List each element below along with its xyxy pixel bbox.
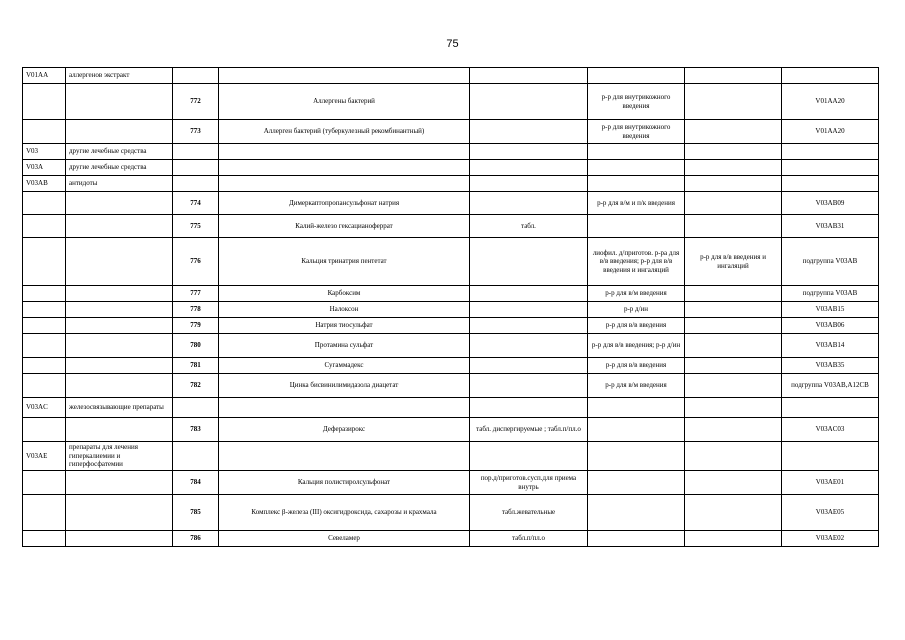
code-cell: V03AB06: [782, 318, 879, 334]
table-row: [23, 334, 879, 358]
code-cell: [782, 176, 879, 192]
code-cell: V01AA20: [782, 120, 879, 144]
table-row: [23, 398, 879, 418]
dosage-form-cell: [470, 160, 588, 176]
item-number-cell: 783: [173, 418, 219, 442]
additional-form-cell: [685, 144, 782, 160]
additional-form-cell: [685, 192, 782, 215]
drug-name-cell: Аллерген бактерий (туберкулезный рекомбинантный): [219, 120, 470, 144]
atc-code-cell: [23, 192, 66, 215]
code-cell: подгруппа V03AB,A12CB: [782, 374, 879, 398]
atc-code-cell: [23, 318, 66, 334]
group-name-cell: [66, 302, 173, 318]
group-name-cell: другие лечебные средства: [66, 144, 173, 160]
drug-name-cell: Деферазирокс: [219, 418, 470, 442]
group-name-cell: [66, 238, 173, 286]
drug-name-cell: [219, 442, 470, 471]
code-cell: V03AB35: [782, 358, 879, 374]
group-name-cell: другие лечебные средства: [66, 160, 173, 176]
dosage-form-cell: [470, 84, 588, 120]
item-number-cell: 780: [173, 334, 219, 358]
drug-name-cell: Калий-железо гексацианоферрат: [219, 215, 470, 238]
route-cell: р-р для в/м введения: [588, 374, 685, 398]
additional-form-cell: [685, 374, 782, 398]
additional-form-cell: [685, 495, 782, 531]
dosage-form-cell: [470, 176, 588, 192]
dosage-form-cell: [470, 398, 588, 418]
code-cell: V03AE05: [782, 495, 879, 531]
code-cell: подгруппа V03AB: [782, 286, 879, 302]
atc-code-cell: V01AA: [23, 68, 66, 84]
item-number-cell: [173, 398, 219, 418]
atc-code-cell: [23, 120, 66, 144]
atc-code-cell: [23, 302, 66, 318]
code-cell: V03AE02: [782, 531, 879, 547]
drug-name-cell: Кальция тринатрия пентетат: [219, 238, 470, 286]
drug-name-cell: Комплекс β-железа (III) оксигидроксида, сахарозы и крахмала: [219, 495, 470, 531]
additional-form-cell: [685, 471, 782, 495]
table-row: [23, 84, 879, 120]
additional-form-cell: [685, 318, 782, 334]
item-number-cell: [173, 68, 219, 84]
group-name-cell: антидоты: [66, 176, 173, 192]
table-row: [23, 120, 879, 144]
code-cell: V03AB31: [782, 215, 879, 238]
item-number-cell: [173, 176, 219, 192]
atc-code-cell: V03AE: [23, 442, 66, 471]
route-cell: р-р для внутрикожного введения: [588, 120, 685, 144]
additional-form-cell: [685, 286, 782, 302]
item-number-cell: 776: [173, 238, 219, 286]
table-row: [23, 238, 879, 286]
code-cell: [782, 144, 879, 160]
additional-form-cell: [685, 358, 782, 374]
group-name-cell: [66, 286, 173, 302]
table-row: [23, 160, 879, 176]
route-cell: [588, 495, 685, 531]
table-row: [23, 418, 879, 442]
additional-form-cell: [685, 398, 782, 418]
atc-code-cell: [23, 238, 66, 286]
item-number-cell: 778: [173, 302, 219, 318]
table-row: [23, 286, 879, 302]
drug-name-cell: [219, 398, 470, 418]
dosage-form-cell: [470, 374, 588, 398]
drug-name-cell: Аллергены бактерий: [219, 84, 470, 120]
route-cell: р-р для в/в введения: [588, 358, 685, 374]
code-cell: V03AB09: [782, 192, 879, 215]
group-name-cell: препараты для лечения гиперкалиемии и гиперфосфатемии: [66, 442, 173, 471]
additional-form-cell: [685, 176, 782, 192]
item-number-cell: [173, 442, 219, 471]
group-name-cell: [66, 495, 173, 531]
table-row: [23, 144, 879, 160]
item-number-cell: 782: [173, 374, 219, 398]
table-row: [23, 531, 879, 547]
route-cell: [588, 398, 685, 418]
group-name-cell: [66, 120, 173, 144]
dosage-form-cell: [470, 442, 588, 471]
drug-name-cell: Карбоксим: [219, 286, 470, 302]
table-row: [23, 302, 879, 318]
additional-form-cell: [685, 215, 782, 238]
dosage-form-cell: [470, 318, 588, 334]
code-cell: V03AB15: [782, 302, 879, 318]
table-row: [23, 442, 879, 471]
code-cell: [782, 442, 879, 471]
item-number-cell: 772: [173, 84, 219, 120]
drug-name-cell: Протамина сульфат: [219, 334, 470, 358]
item-number-cell: 786: [173, 531, 219, 547]
atc-code-cell: [23, 215, 66, 238]
route-cell: [588, 471, 685, 495]
group-name-cell: железосвязывающие препараты: [66, 398, 173, 418]
route-cell: р-р для в/в введения: [588, 318, 685, 334]
atc-code-cell: [23, 471, 66, 495]
group-name-cell: [66, 374, 173, 398]
group-name-cell: аллергенов экстракт: [66, 68, 173, 84]
additional-form-cell: [685, 68, 782, 84]
item-number-cell: 773: [173, 120, 219, 144]
route-cell: р-р для в/м и п/к введения: [588, 192, 685, 215]
atc-code-cell: [23, 531, 66, 547]
additional-form-cell: [685, 334, 782, 358]
drug-name-cell: Цинка бисвинилимидазола диацетат: [219, 374, 470, 398]
table-body: [23, 68, 879, 547]
dosage-form-cell: табл.п/пл.о: [470, 531, 588, 547]
additional-form-cell: [685, 418, 782, 442]
dosage-form-cell: [470, 120, 588, 144]
table-row: [23, 358, 879, 374]
additional-form-cell: [685, 84, 782, 120]
page-number: 75: [446, 38, 459, 50]
item-number-cell: 781: [173, 358, 219, 374]
drug-name-cell: Натрия тиосульфат: [219, 318, 470, 334]
drug-name-cell: Налоксон: [219, 302, 470, 318]
item-number-cell: 784: [173, 471, 219, 495]
atc-code-cell: [23, 334, 66, 358]
drug-name-cell: Димеркаптопропансульфонат натрия: [219, 192, 470, 215]
group-name-cell: [66, 84, 173, 120]
table-row: [23, 374, 879, 398]
group-name-cell: [66, 192, 173, 215]
dosage-form-cell: [470, 68, 588, 84]
item-number-cell: [173, 160, 219, 176]
route-cell: р-р для внутрикожного введения: [588, 84, 685, 120]
additional-form-cell: [685, 160, 782, 176]
table-row: [23, 192, 879, 215]
dosage-form-cell: [470, 144, 588, 160]
dosage-form-cell: [470, 238, 588, 286]
route-cell: [588, 442, 685, 471]
dosage-form-cell: табл.жевательные: [470, 495, 588, 531]
drug-name-cell: [219, 68, 470, 84]
atc-code-cell: V03A: [23, 160, 66, 176]
group-name-cell: [66, 418, 173, 442]
atc-code-cell: [23, 84, 66, 120]
atc-code-cell: [23, 286, 66, 302]
group-name-cell: [66, 471, 173, 495]
item-number-cell: 774: [173, 192, 219, 215]
route-cell: [588, 215, 685, 238]
atc-code-cell: V03AC: [23, 398, 66, 418]
dosage-form-cell: пор.д/приготов.сусп.для приема внутрь: [470, 471, 588, 495]
group-name-cell: [66, 215, 173, 238]
drug-name-cell: Кальция полистиролсульфонат: [219, 471, 470, 495]
atc-code-cell: [23, 418, 66, 442]
dosage-form-cell: табл.: [470, 215, 588, 238]
code-cell: [782, 68, 879, 84]
route-cell: р-р для в/м введения: [588, 286, 685, 302]
additional-form-cell: [685, 302, 782, 318]
table-row: [23, 68, 879, 84]
atc-code-cell: V03: [23, 144, 66, 160]
dosage-form-cell: [470, 286, 588, 302]
code-cell: V03AC03: [782, 418, 879, 442]
drug-name-cell: [219, 176, 470, 192]
atc-code-cell: V03AB: [23, 176, 66, 192]
dosage-form-cell: [470, 334, 588, 358]
table-row: [23, 176, 879, 192]
code-cell: V03AE01: [782, 471, 879, 495]
drug-name-cell: Сугаммадекс: [219, 358, 470, 374]
route-cell: [588, 160, 685, 176]
route-cell: р-р д/ин: [588, 302, 685, 318]
group-name-cell: [66, 531, 173, 547]
item-number-cell: 779: [173, 318, 219, 334]
atc-code-cell: [23, 495, 66, 531]
code-cell: [782, 398, 879, 418]
code-cell: V03AB14: [782, 334, 879, 358]
item-number-cell: 775: [173, 215, 219, 238]
dosage-form-cell: [470, 358, 588, 374]
table-row: [23, 215, 879, 238]
item-number-cell: [173, 144, 219, 160]
route-cell: [588, 418, 685, 442]
code-cell: [782, 160, 879, 176]
dosage-form-cell: табл. диспергируемые ; табл.п/пл.о: [470, 418, 588, 442]
route-cell: р-р для в/в введения; р-р д/ин: [588, 334, 685, 358]
item-number-cell: 785: [173, 495, 219, 531]
group-name-cell: [66, 318, 173, 334]
additional-form-cell: [685, 120, 782, 144]
drug-name-cell: Севеламер: [219, 531, 470, 547]
route-cell: [588, 176, 685, 192]
table-row: [23, 495, 879, 531]
route-cell: [588, 144, 685, 160]
table-row: [23, 471, 879, 495]
drug-name-cell: [219, 160, 470, 176]
dosage-form-cell: [470, 192, 588, 215]
table-row: [23, 318, 879, 334]
dosage-form-cell: [470, 302, 588, 318]
group-name-cell: [66, 334, 173, 358]
route-cell: [588, 68, 685, 84]
code-cell: V01AA20: [782, 84, 879, 120]
drug-list-table: [22, 67, 879, 547]
item-number-cell: 777: [173, 286, 219, 302]
additional-form-cell: [685, 531, 782, 547]
atc-code-cell: [23, 374, 66, 398]
atc-code-cell: [23, 358, 66, 374]
additional-form-cell: [685, 442, 782, 471]
group-name-cell: [66, 358, 173, 374]
route-cell: [588, 531, 685, 547]
code-cell: подгруппа V03AB: [782, 238, 879, 286]
route-cell: лиофил. д/приготов. р-ра для в/в введения; р-р для в/в введения и ингаляций: [588, 238, 685, 286]
additional-form-cell: р-р для в/в введения и ингаляций: [685, 238, 782, 286]
drug-name-cell: [219, 144, 470, 160]
